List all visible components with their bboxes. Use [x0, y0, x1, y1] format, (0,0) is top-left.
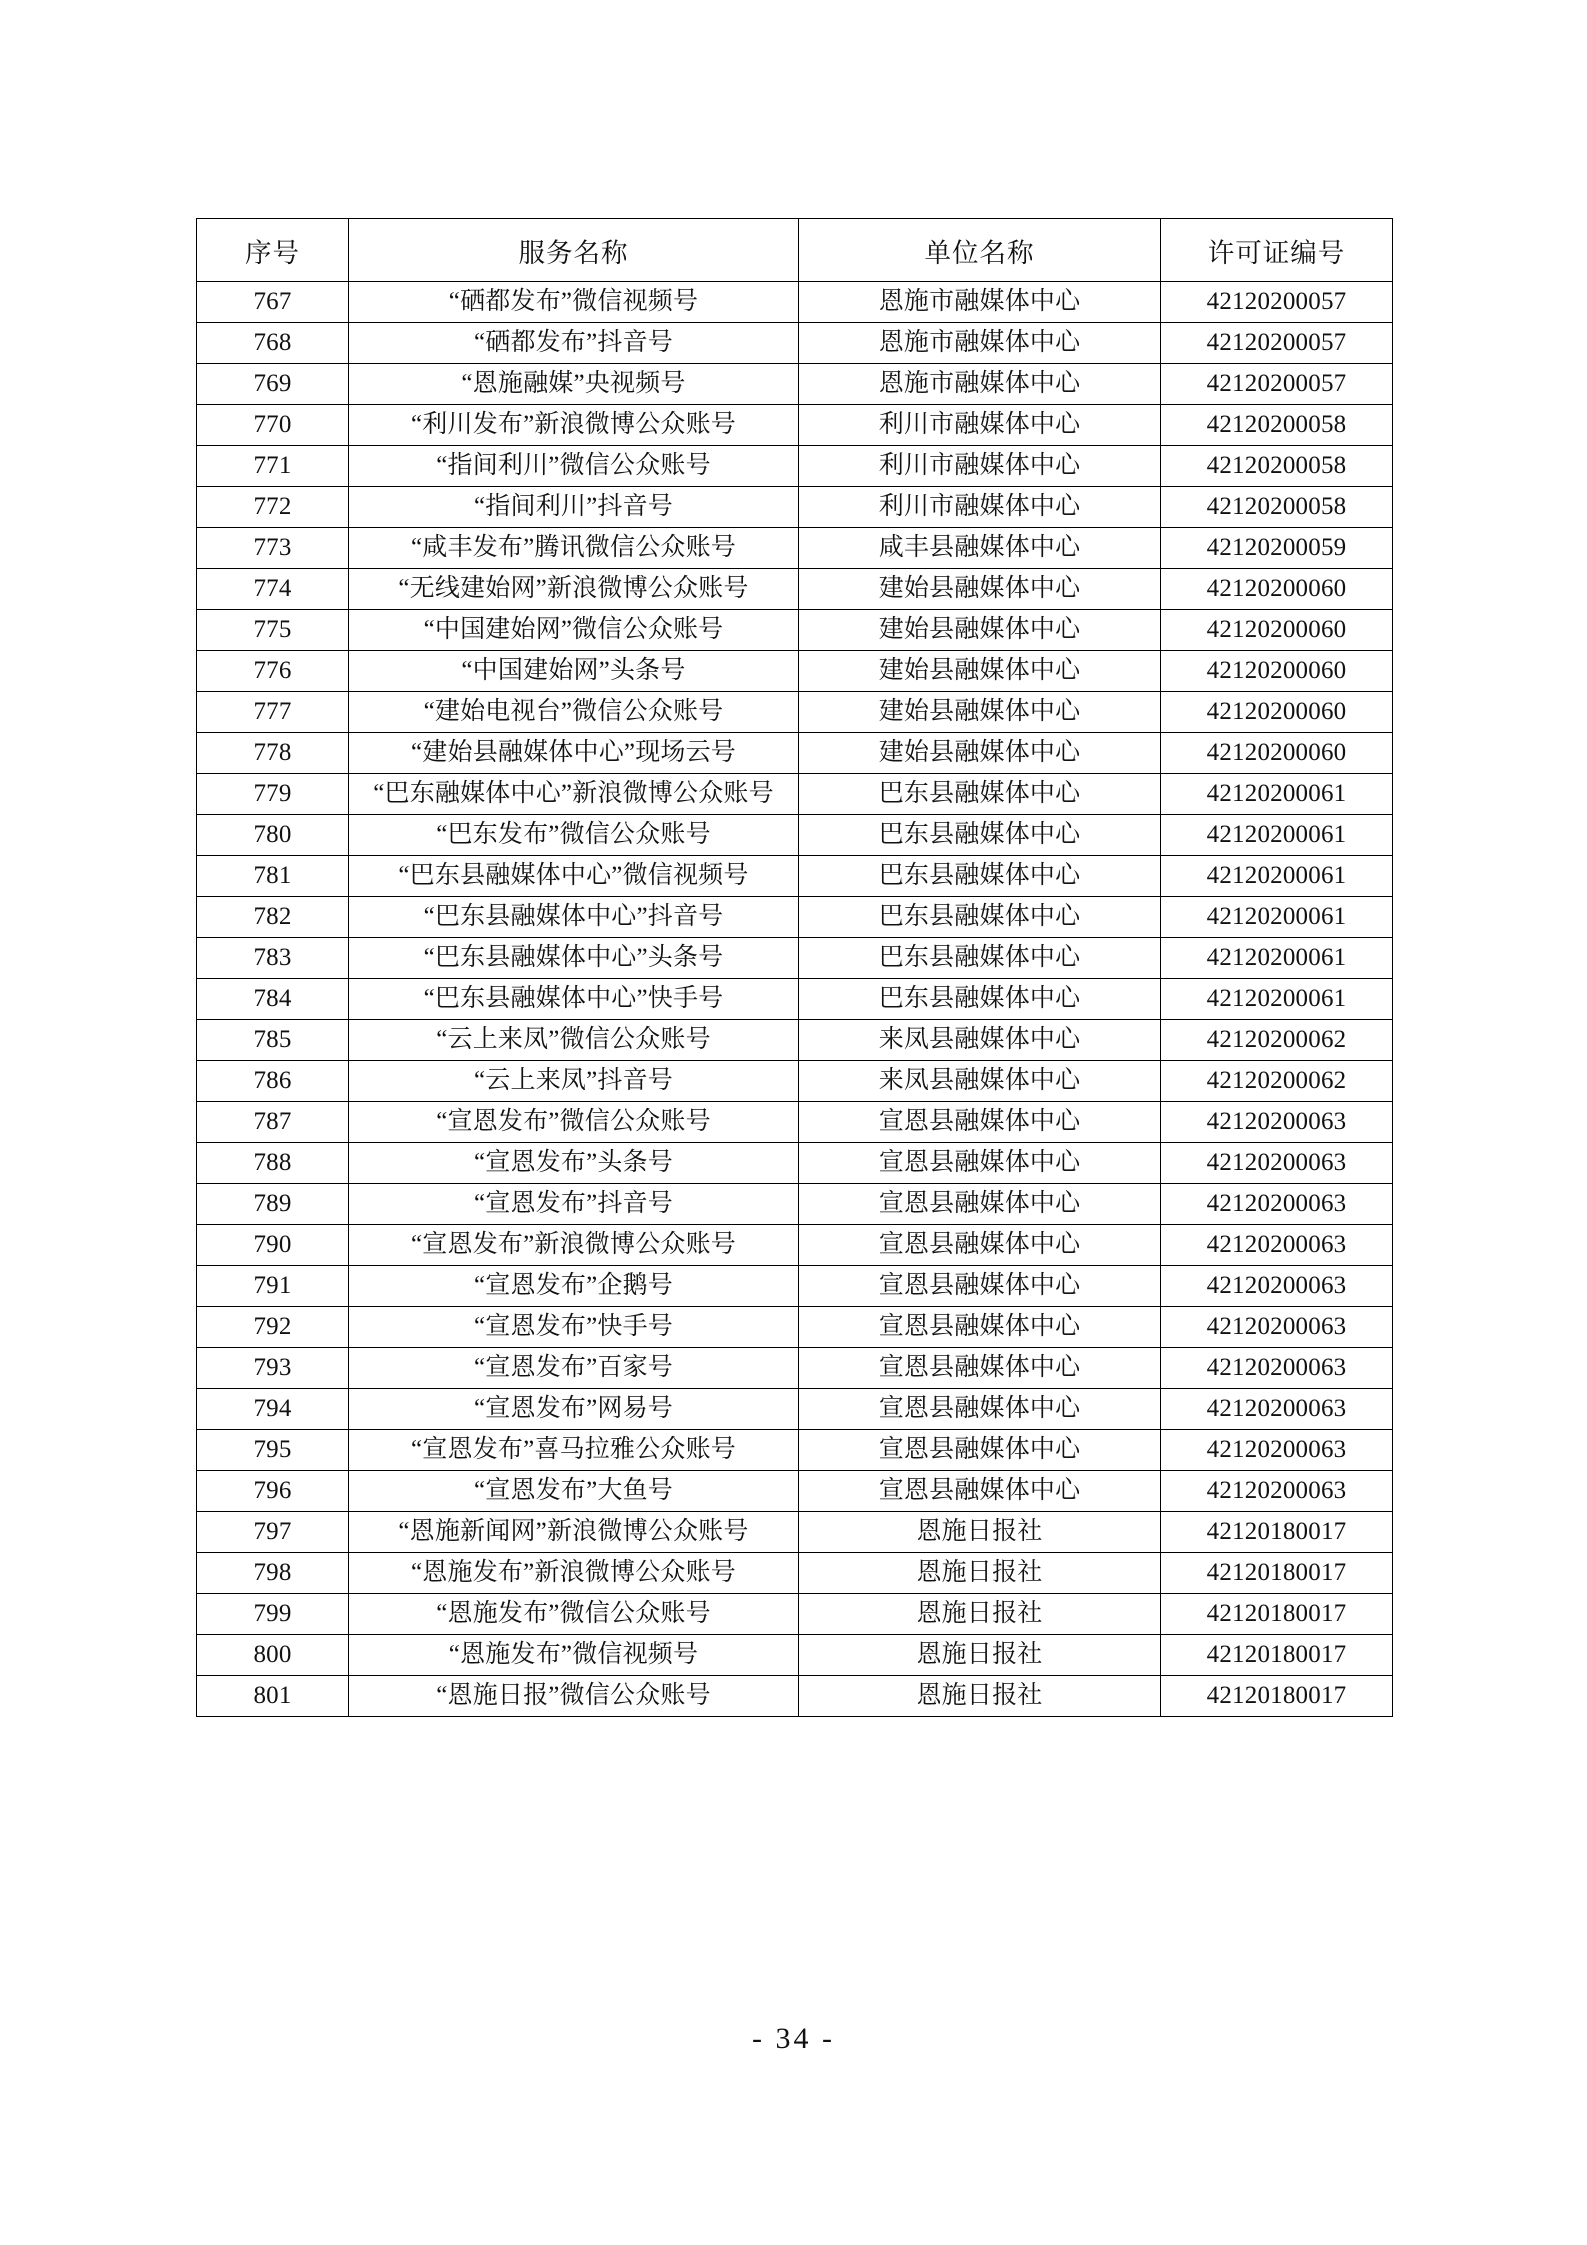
cell-sequence: 790 [197, 1225, 349, 1266]
cell-unit-name: 巴东县融媒体中心 [799, 897, 1161, 938]
cell-license-number: 42120200060 [1161, 610, 1393, 651]
cell-license-number: 42120200063 [1161, 1430, 1393, 1471]
cell-license-number: 42120180017 [1161, 1512, 1393, 1553]
cell-unit-name: 宣恩县融媒体中心 [799, 1143, 1161, 1184]
table-row [197, 1020, 1393, 1061]
cell-unit-name: 建始县融媒体中心 [799, 569, 1161, 610]
license-table-container [196, 218, 1392, 1717]
table-row [197, 856, 1393, 897]
cell-unit-name: 巴东县融媒体中心 [799, 774, 1161, 815]
table-row [197, 528, 1393, 569]
cell-sequence: 792 [197, 1307, 349, 1348]
table-row [197, 487, 1393, 528]
cell-unit-name: 恩施市融媒体中心 [799, 364, 1161, 405]
table-row [197, 897, 1393, 938]
cell-service-name: “宣恩发布”企鹅号 [349, 1266, 799, 1307]
cell-unit-name: 宣恩县融媒体中心 [799, 1389, 1161, 1430]
cell-service-name: “恩施日报”微信公众账号 [349, 1676, 799, 1717]
cell-license-number: 42120200058 [1161, 446, 1393, 487]
table-row [197, 1553, 1393, 1594]
table-row [197, 733, 1393, 774]
cell-license-number: 42120200063 [1161, 1266, 1393, 1307]
cell-service-name: “宣恩发布”微信公众账号 [349, 1102, 799, 1143]
cell-unit-name: 巴东县融媒体中心 [799, 979, 1161, 1020]
cell-sequence: 787 [197, 1102, 349, 1143]
table-row [197, 405, 1393, 446]
table-row [197, 1102, 1393, 1143]
cell-license-number: 42120200057 [1161, 364, 1393, 405]
cell-unit-name: 宣恩县融媒体中心 [799, 1184, 1161, 1225]
cell-license-number: 42120200061 [1161, 897, 1393, 938]
cell-service-name: “中国建始网”微信公众账号 [349, 610, 799, 651]
cell-service-name: “无线建始网”新浪微博公众账号 [349, 569, 799, 610]
cell-license-number: 42120200058 [1161, 405, 1393, 446]
cell-service-name: “宣恩发布”百家号 [349, 1348, 799, 1389]
cell-unit-name: 恩施日报社 [799, 1512, 1161, 1553]
cell-unit-name: 恩施日报社 [799, 1553, 1161, 1594]
cell-service-name: “指间利川”抖音号 [349, 487, 799, 528]
table-row [197, 1471, 1393, 1512]
cell-license-number: 42120200061 [1161, 815, 1393, 856]
cell-unit-name: 建始县融媒体中心 [799, 692, 1161, 733]
cell-sequence: 800 [197, 1635, 349, 1676]
table-row [197, 282, 1393, 323]
table-row [197, 1225, 1393, 1266]
table-row [197, 364, 1393, 405]
cell-license-number: 42120200063 [1161, 1307, 1393, 1348]
cell-sequence: 767 [197, 282, 349, 323]
table-row [197, 1389, 1393, 1430]
cell-sequence: 780 [197, 815, 349, 856]
cell-sequence: 791 [197, 1266, 349, 1307]
cell-unit-name: 宣恩县融媒体中心 [799, 1307, 1161, 1348]
cell-sequence: 769 [197, 364, 349, 405]
cell-sequence: 774 [197, 569, 349, 610]
cell-unit-name: 巴东县融媒体中心 [799, 938, 1161, 979]
cell-service-name: “巴东县融媒体中心”头条号 [349, 938, 799, 979]
table-row [197, 938, 1393, 979]
table-row [197, 815, 1393, 856]
cell-service-name: “宣恩发布”喜马拉雅公众账号 [349, 1430, 799, 1471]
table-row [197, 1266, 1393, 1307]
table-row [197, 1348, 1393, 1389]
cell-sequence: 768 [197, 323, 349, 364]
cell-service-name: “恩施新闻网”新浪微博公众账号 [349, 1512, 799, 1553]
table-row [197, 610, 1393, 651]
cell-sequence: 784 [197, 979, 349, 1020]
cell-sequence: 801 [197, 1676, 349, 1717]
cell-service-name: “云上来凤”微信公众账号 [349, 1020, 799, 1061]
cell-license-number: 42120200063 [1161, 1143, 1393, 1184]
cell-sequence: 785 [197, 1020, 349, 1061]
cell-license-number: 42120200058 [1161, 487, 1393, 528]
cell-unit-name: 恩施日报社 [799, 1635, 1161, 1676]
column-header-service-name: 服务名称 [349, 219, 799, 282]
cell-service-name: “硒都发布”抖音号 [349, 323, 799, 364]
table-row [197, 446, 1393, 487]
table-row [197, 1594, 1393, 1635]
cell-sequence: 797 [197, 1512, 349, 1553]
cell-unit-name: 恩施日报社 [799, 1676, 1161, 1717]
cell-service-name: “巴东融媒体中心”新浪微博公众账号 [349, 774, 799, 815]
table-row [197, 1307, 1393, 1348]
table-row [197, 692, 1393, 733]
cell-unit-name: 利川市融媒体中心 [799, 487, 1161, 528]
cell-unit-name: 建始县融媒体中心 [799, 733, 1161, 774]
cell-license-number: 42120200062 [1161, 1020, 1393, 1061]
cell-sequence: 788 [197, 1143, 349, 1184]
cell-service-name: “宣恩发布”抖音号 [349, 1184, 799, 1225]
column-header-sequence: 序号 [197, 219, 349, 282]
cell-service-name: “巴东县融媒体中心”快手号 [349, 979, 799, 1020]
cell-license-number: 42120200063 [1161, 1102, 1393, 1143]
cell-service-name: “中国建始网”头条号 [349, 651, 799, 692]
cell-sequence: 795 [197, 1430, 349, 1471]
cell-license-number: 42120200061 [1161, 774, 1393, 815]
cell-service-name: “宣恩发布”网易号 [349, 1389, 799, 1430]
cell-license-number: 42120200060 [1161, 651, 1393, 692]
table-header [197, 219, 1393, 282]
cell-unit-name: 宣恩县融媒体中心 [799, 1102, 1161, 1143]
cell-unit-name: 利川市融媒体中心 [799, 446, 1161, 487]
cell-sequence: 799 [197, 1594, 349, 1635]
cell-sequence: 778 [197, 733, 349, 774]
table-row [197, 774, 1393, 815]
cell-unit-name: 巴东县融媒体中心 [799, 815, 1161, 856]
column-header-unit-name: 单位名称 [799, 219, 1161, 282]
cell-service-name: “恩施融媒”央视频号 [349, 364, 799, 405]
cell-service-name: “巴东县融媒体中心”抖音号 [349, 897, 799, 938]
cell-unit-name: 巴东县融媒体中心 [799, 856, 1161, 897]
cell-sequence: 772 [197, 487, 349, 528]
cell-license-number: 42120200063 [1161, 1348, 1393, 1389]
cell-license-number: 42120200063 [1161, 1225, 1393, 1266]
cell-license-number: 42120200063 [1161, 1389, 1393, 1430]
cell-unit-name: 宣恩县融媒体中心 [799, 1225, 1161, 1266]
cell-service-name: “硒都发布”微信视频号 [349, 282, 799, 323]
cell-service-name: “恩施发布”新浪微博公众账号 [349, 1553, 799, 1594]
cell-license-number: 42120180017 [1161, 1553, 1393, 1594]
cell-sequence: 781 [197, 856, 349, 897]
cell-sequence: 786 [197, 1061, 349, 1102]
cell-license-number: 42120200060 [1161, 569, 1393, 610]
column-header-license-number: 许可证编号 [1161, 219, 1393, 282]
table-row [197, 1184, 1393, 1225]
cell-service-name: “云上来凤”抖音号 [349, 1061, 799, 1102]
page-number-footer: - 34 - [752, 2022, 835, 2055]
cell-sequence: 794 [197, 1389, 349, 1430]
cell-service-name: “咸丰发布”腾讯微信公众账号 [349, 528, 799, 569]
cell-unit-name: 来凤县融媒体中心 [799, 1061, 1161, 1102]
cell-unit-name: 宣恩县融媒体中心 [799, 1471, 1161, 1512]
cell-sequence: 773 [197, 528, 349, 569]
cell-sequence: 771 [197, 446, 349, 487]
cell-license-number: 42120200057 [1161, 323, 1393, 364]
cell-sequence: 783 [197, 938, 349, 979]
cell-service-name: “宣恩发布”大鱼号 [349, 1471, 799, 1512]
table-header-row [197, 219, 1393, 282]
cell-sequence: 770 [197, 405, 349, 446]
table-row [197, 1635, 1393, 1676]
cell-license-number: 42120200061 [1161, 979, 1393, 1020]
table-row [197, 651, 1393, 692]
cell-service-name: “恩施发布”微信公众账号 [349, 1594, 799, 1635]
cell-sequence: 793 [197, 1348, 349, 1389]
cell-unit-name: 宣恩县融媒体中心 [799, 1430, 1161, 1471]
table-body [197, 282, 1393, 1717]
cell-license-number: 42120200060 [1161, 692, 1393, 733]
cell-sequence: 775 [197, 610, 349, 651]
cell-unit-name: 恩施市融媒体中心 [799, 323, 1161, 364]
cell-unit-name: 利川市融媒体中心 [799, 405, 1161, 446]
cell-service-name: “宣恩发布”快手号 [349, 1307, 799, 1348]
cell-license-number: 42120180017 [1161, 1594, 1393, 1635]
table-row [197, 1430, 1393, 1471]
license-table [196, 218, 1393, 1717]
cell-service-name: “建始电视台”微信公众账号 [349, 692, 799, 733]
cell-service-name: “巴东县融媒体中心”微信视频号 [349, 856, 799, 897]
cell-unit-name: 恩施市融媒体中心 [799, 282, 1161, 323]
table-row [197, 1143, 1393, 1184]
cell-sequence: 798 [197, 1553, 349, 1594]
cell-sequence: 779 [197, 774, 349, 815]
table-row [197, 1061, 1393, 1102]
cell-unit-name: 咸丰县融媒体中心 [799, 528, 1161, 569]
cell-service-name: “利川发布”新浪微博公众账号 [349, 405, 799, 446]
cell-sequence: 776 [197, 651, 349, 692]
cell-sequence: 782 [197, 897, 349, 938]
table-row [197, 569, 1393, 610]
cell-license-number: 42120200057 [1161, 282, 1393, 323]
table-row [197, 979, 1393, 1020]
cell-license-number: 42120200062 [1161, 1061, 1393, 1102]
cell-unit-name: 宣恩县融媒体中心 [799, 1266, 1161, 1307]
cell-license-number: 42120200061 [1161, 938, 1393, 979]
table-row [197, 1512, 1393, 1553]
cell-license-number: 42120200063 [1161, 1471, 1393, 1512]
cell-unit-name: 建始县融媒体中心 [799, 651, 1161, 692]
cell-license-number: 42120200061 [1161, 856, 1393, 897]
cell-unit-name: 来凤县融媒体中心 [799, 1020, 1161, 1061]
cell-license-number: 42120200060 [1161, 733, 1393, 774]
cell-unit-name: 宣恩县融媒体中心 [799, 1348, 1161, 1389]
cell-unit-name: 建始县融媒体中心 [799, 610, 1161, 651]
table-row [197, 1676, 1393, 1717]
cell-service-name: “宣恩发布”新浪微博公众账号 [349, 1225, 799, 1266]
cell-license-number: 42120180017 [1161, 1635, 1393, 1676]
cell-service-name: “建始县融媒体中心”现场云号 [349, 733, 799, 774]
cell-license-number: 42120200059 [1161, 528, 1393, 569]
cell-license-number: 42120200063 [1161, 1184, 1393, 1225]
table-row [197, 323, 1393, 364]
cell-sequence: 789 [197, 1184, 349, 1225]
cell-service-name: “巴东发布”微信公众账号 [349, 815, 799, 856]
cell-service-name: “恩施发布”微信视频号 [349, 1635, 799, 1676]
cell-sequence: 796 [197, 1471, 349, 1512]
cell-sequence: 777 [197, 692, 349, 733]
cell-license-number: 42120180017 [1161, 1676, 1393, 1717]
cell-service-name: “宣恩发布”头条号 [349, 1143, 799, 1184]
cell-unit-name: 恩施日报社 [799, 1594, 1161, 1635]
cell-service-name: “指间利川”微信公众账号 [349, 446, 799, 487]
